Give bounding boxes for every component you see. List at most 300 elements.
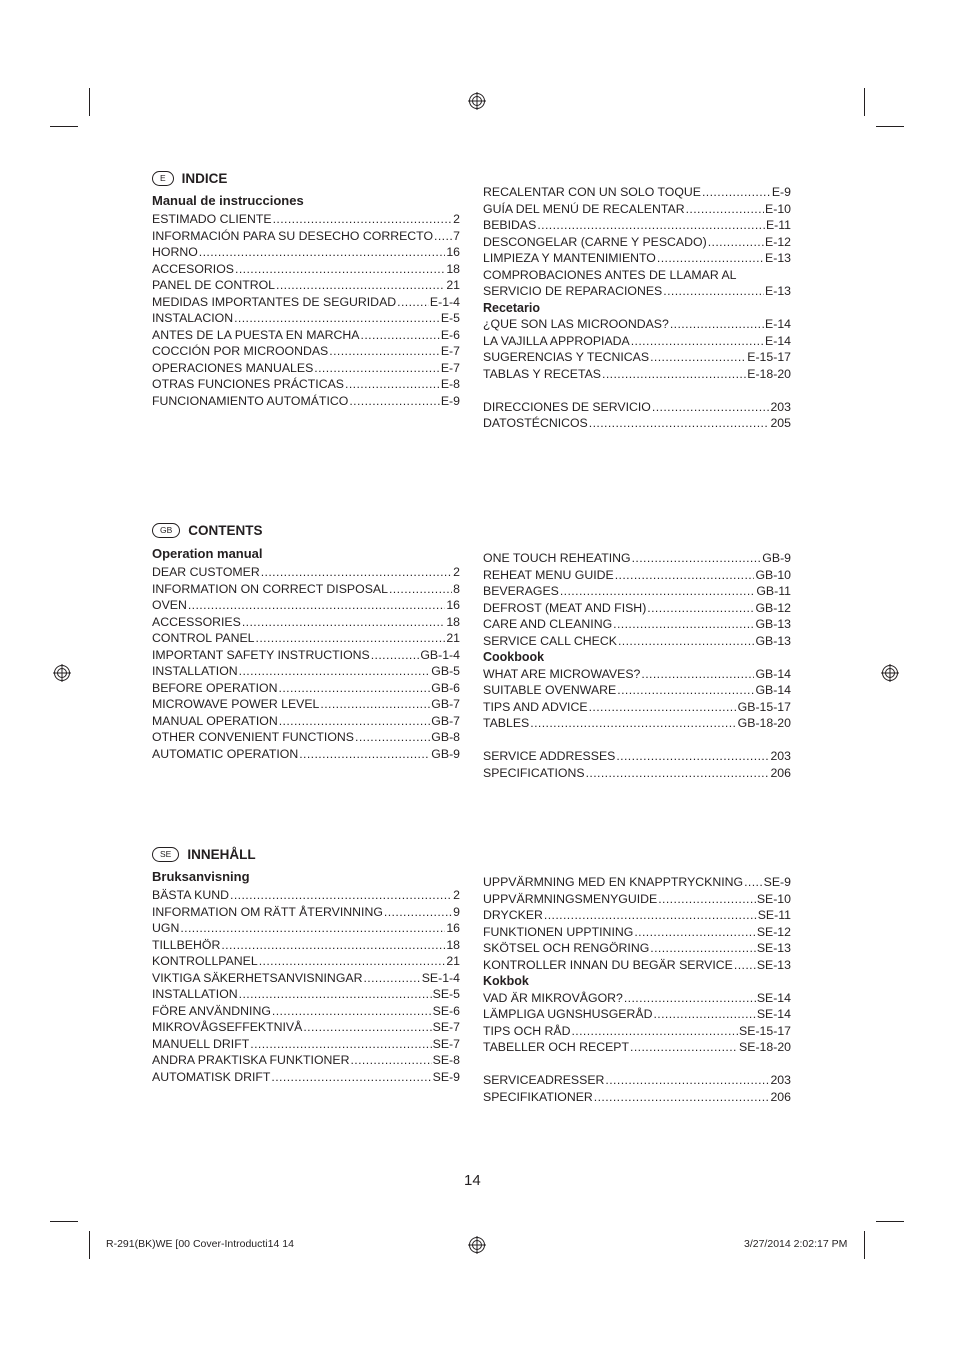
toc-entry — [152, 696, 460, 713]
toc-entry — [483, 874, 791, 891]
toc-entry-label: HORNO — [152, 245, 198, 259]
crop-mark — [864, 1231, 865, 1259]
toc-entry — [483, 699, 791, 716]
page-number: 14 — [464, 1172, 481, 1189]
toc-entry — [483, 583, 791, 600]
toc-entry-page: 203 — [770, 749, 791, 763]
toc-entry-label: SUITABLE OVENWARE — [483, 683, 617, 697]
dot-leader — [686, 201, 764, 218]
toc-entry-label: ACCESSORIES — [152, 614, 241, 629]
toc-entry-page: GB-7 — [431, 713, 460, 728]
toc-entry-label: Cookbook — [483, 650, 545, 664]
toc-entry-label: INSTALLATION — [152, 664, 238, 678]
toc-entry — [483, 715, 791, 732]
toc-entry-label: TABELLER OCH RECEPT — [483, 1040, 630, 1054]
toc-entry-label: SERVICE ADDRESSES — [483, 749, 616, 763]
toc-entry-page: E-6 — [440, 327, 460, 342]
toc-entry-page: SE-18-20 — [739, 1040, 791, 1054]
toc-entry — [152, 986, 460, 1003]
dot-leader — [389, 581, 452, 598]
toc-entry-page: GB-18-20 — [737, 716, 791, 730]
toc-entry-label: ONE TOUCH REHEATING — [483, 551, 631, 565]
toc-entry-page: SE-10 — [756, 891, 791, 906]
toc-entry — [483, 940, 791, 957]
toc-subheading — [483, 300, 791, 317]
toc-entry-label: FUNKTIONEN UPPTINING — [483, 924, 634, 939]
dot-leader — [650, 349, 746, 366]
toc-entry-label: SERVICEADRESSER — [483, 1073, 605, 1087]
toc-entry — [152, 581, 460, 598]
dot-leader — [663, 283, 764, 300]
toc-entry-page: 2 — [453, 888, 460, 902]
toc-entry-page: GB-9 — [762, 551, 791, 565]
toc-entry-label: TIPS OCH RÅD — [483, 1023, 571, 1038]
toc-entry-label: DIRECCIONES DE SERVICIO — [483, 399, 651, 414]
toc-entry-label: ESTIMADO CLIENTE — [152, 212, 272, 226]
dot-leader — [632, 550, 762, 567]
dot-leader — [734, 957, 756, 974]
toc-entry-page: SE-7 — [432, 1036, 460, 1051]
toc-entry-label: SPECIFICATIONS — [483, 765, 585, 780]
dot-leader — [544, 907, 757, 924]
toc-entry-label: DRYCKER — [483, 908, 543, 922]
toc-column-left — [152, 867, 460, 1085]
crop-mark — [89, 1231, 90, 1259]
crop-mark — [89, 88, 90, 116]
toc-entry — [152, 887, 460, 904]
toc-entry-page: SE-14 — [756, 1007, 791, 1021]
toc-entry — [152, 953, 460, 970]
crop-mark — [876, 126, 904, 127]
dot-leader — [537, 217, 765, 234]
dot-leader — [708, 234, 764, 251]
toc-entry-label: DEFROST (MEAT AND FISH) — [483, 600, 647, 615]
dot-leader — [613, 616, 754, 633]
toc-entry — [152, 327, 460, 344]
toc-entry-page: 206 — [770, 1089, 791, 1104]
toc-entry — [483, 184, 791, 201]
toc-entry — [152, 970, 460, 987]
manual-heading: Operation manual — [152, 546, 263, 561]
dot-leader — [272, 1003, 432, 1020]
toc-entry-page: GB-15-17 — [737, 699, 791, 714]
toc-entry-label: TABLES — [483, 716, 530, 730]
toc-entry — [152, 920, 460, 937]
toc-entry-label: VAD ÄR MIKROVÅGOR? — [483, 990, 623, 1005]
toc-entry-label: BEBIDAS — [483, 218, 537, 232]
toc-entry-page: E-9 — [771, 185, 791, 199]
toc-subheading — [483, 649, 791, 666]
toc-entry-page: 18 — [446, 937, 460, 952]
language-badge: SE — [152, 847, 179, 862]
toc-entry-page: 2 — [453, 212, 460, 226]
toc-entry-label: LA VAJILLA APPROPIADA — [483, 333, 630, 348]
toc-entry-label: UGN — [152, 921, 180, 935]
toc-entry-page: 206 — [770, 765, 791, 780]
toc-entry — [152, 647, 460, 664]
toc-entry-label: DESCONGELAR (CARNE Y PESCADO) — [483, 234, 707, 249]
dot-leader — [384, 904, 452, 921]
section-title: INDICE — [181, 170, 228, 186]
toc-entry — [152, 360, 460, 377]
dot-leader — [180, 920, 445, 937]
toc-entry-page: 21 — [446, 278, 460, 292]
toc-entry — [483, 1089, 791, 1106]
toc-entry-label: RECALENTAR CON UN SOLO TOQUE — [483, 185, 701, 199]
toc-entry-page: SE-11 — [757, 908, 791, 922]
crop-mark — [876, 1221, 904, 1222]
dot-leader — [744, 874, 763, 891]
toc-entry — [152, 680, 460, 697]
toc-entry-label: ACCESORIOS — [152, 261, 234, 276]
toc-entry — [152, 1019, 460, 1036]
dot-leader — [279, 713, 431, 730]
toc-entry — [152, 729, 460, 746]
toc-entry-label: BEVERAGES — [483, 584, 559, 598]
toc-entry — [152, 630, 460, 647]
dot-leader — [530, 715, 736, 732]
toc-entry — [483, 666, 791, 683]
toc-entry-page: GB-13 — [755, 633, 791, 648]
toc-entry-page: 16 — [446, 245, 460, 259]
dot-leader — [641, 666, 754, 683]
toc-entry — [152, 713, 460, 730]
toc-entry-page: SE-7 — [432, 1020, 460, 1034]
toc-entry-label: AUTOMATISK DRIFT — [152, 1069, 271, 1084]
manual-heading: Bruksanvisning — [152, 869, 250, 884]
toc-entry-page: 16 — [446, 598, 460, 612]
toc-entry — [152, 277, 460, 294]
toc-entry — [483, 748, 791, 765]
toc-entry — [483, 924, 791, 941]
registration-mark-icon — [468, 92, 486, 110]
toc-entry — [483, 682, 791, 699]
dot-leader — [261, 564, 452, 581]
toc-column-right — [483, 550, 791, 781]
toc-column-left — [152, 191, 460, 409]
spacer — [483, 1056, 791, 1073]
toc-entry-label: INSTALLATION — [152, 987, 238, 1001]
dot-leader — [647, 600, 754, 617]
toc-entry-page: 21 — [446, 954, 460, 968]
toc-entry — [483, 316, 791, 333]
toc-entry-page: GB-13 — [755, 617, 791, 631]
toc-entry — [152, 663, 460, 680]
toc-entry-label: SPECIFIKATIONER — [483, 1089, 593, 1104]
toc-entry-label: SUGERENCIAS Y TECNICAS — [483, 350, 650, 364]
toc-entry — [483, 550, 791, 567]
toc-entry-page: SE-8 — [432, 1053, 460, 1067]
toc-entry-label: CARE AND CLEANING — [483, 617, 613, 631]
toc-entry-page: GB-14 — [755, 666, 791, 681]
toc-entry-label: OTHER CONVENIENT FUNCTIONS — [152, 730, 354, 744]
dot-leader — [630, 1039, 738, 1056]
dot-leader — [299, 746, 430, 763]
toc-entry-label: DEAR CUSTOMER — [152, 565, 260, 579]
toc-entry-label: VIKTIGA SÄKERHETSANVISNINGAR — [152, 970, 363, 985]
toc-entry-page: SE-9 — [432, 1069, 460, 1084]
toc-entry-label: UPPVÄRMNINGSMENYGUIDE — [483, 891, 658, 906]
toc-entry-page: 8 — [453, 581, 460, 596]
dot-leader — [279, 680, 431, 697]
toc-entry-label: TIPS AND ADVICE — [483, 699, 588, 714]
toc-entry — [152, 261, 460, 278]
toc-entry-page: GB-10 — [755, 567, 791, 582]
toc-entry-page: SE-13 — [756, 957, 791, 972]
toc-entry — [152, 1052, 460, 1069]
toc-entry — [152, 1036, 460, 1053]
dot-leader — [589, 415, 770, 432]
dot-leader — [349, 393, 440, 410]
toc-entry-label: INFORMATION OM RÄTT ÅTERVINNING — [152, 904, 383, 919]
toc-entry — [483, 633, 791, 650]
dot-leader — [303, 1019, 431, 1036]
toc-entry — [483, 1039, 791, 1056]
toc-entry-page: 16 — [446, 921, 460, 935]
toc-entry-page: SE-13 — [756, 941, 791, 955]
language-badge: E — [152, 171, 174, 186]
dot-leader — [276, 277, 445, 294]
toc-entry-label: INFORMATION ON CORRECT DISPOSAL — [152, 581, 388, 596]
dot-leader — [702, 184, 771, 201]
dot-leader — [259, 953, 446, 970]
toc-entry — [483, 957, 791, 974]
section-title: INNEHÅLL — [187, 846, 256, 862]
toc-entry-page: 18 — [446, 614, 460, 629]
toc-entry — [152, 294, 460, 311]
toc-entry — [152, 614, 460, 631]
toc-entry — [483, 399, 791, 416]
toc-entry-label: WHAT ARE MICROWAVES? — [483, 666, 641, 681]
toc-column-right — [483, 184, 791, 432]
toc-entry — [483, 990, 791, 1007]
dot-leader — [188, 597, 445, 614]
toc-entry — [483, 907, 791, 924]
section-header — [152, 522, 263, 538]
dot-leader — [314, 360, 440, 377]
toc-entry — [483, 567, 791, 584]
toc-entry-page: GB-14 — [755, 683, 791, 697]
dot-leader — [199, 244, 446, 261]
toc-entry — [483, 234, 791, 251]
toc-entry-page: GB-9 — [431, 746, 460, 761]
toc-entry-label: SKÖTSEL OCH RENGÖRING — [483, 941, 650, 955]
dot-leader — [239, 663, 431, 680]
toc-entry-page: E-14 — [765, 317, 791, 331]
dot-leader — [571, 1023, 738, 1040]
toc-entry — [483, 283, 791, 300]
toc-entry-page: E-1-4 — [429, 294, 460, 309]
dot-leader — [363, 970, 420, 987]
dot-leader — [397, 294, 429, 311]
toc-entry — [483, 250, 791, 267]
toc-entry-label: ANDRA PRAKTISKA FUNKTIONER — [152, 1053, 350, 1067]
toc-entry-page: SE-5 — [432, 987, 460, 1001]
dot-leader — [631, 333, 764, 350]
toc-entry — [152, 564, 460, 581]
toc-entry — [152, 393, 460, 410]
toc-entry-label: MEDIDAS IMPORTANTES DE SEGURIDAD — [152, 294, 397, 309]
toc-entry — [483, 333, 791, 350]
registration-mark-icon — [468, 1236, 486, 1254]
dot-leader — [650, 940, 756, 957]
toc-entry-label: CONTROL PANEL — [152, 631, 255, 645]
toc-entry — [483, 600, 791, 617]
dot-leader — [602, 366, 746, 383]
toc-entry — [483, 616, 791, 633]
toc-entry-page: GB-8 — [431, 730, 460, 744]
toc-entry-page: 2 — [453, 565, 460, 579]
toc-entry-page: 205 — [770, 416, 791, 430]
dot-leader — [624, 990, 756, 1007]
dot-leader — [560, 583, 756, 600]
toc-entry-label: MICROWAVE POWER LEVEL — [152, 697, 320, 711]
toc-column-right — [483, 874, 791, 1105]
toc-entry-label: MIKROVÅGSEFFEKTNIVÅ — [152, 1020, 303, 1034]
dot-leader — [618, 633, 755, 650]
dot-leader — [234, 310, 440, 327]
dot-leader — [589, 699, 737, 716]
spacer — [483, 732, 791, 749]
toc-entry-label: MANUELL DRIFT — [152, 1036, 250, 1051]
toc-entry — [152, 597, 460, 614]
toc-entry-page: SE-14 — [756, 990, 791, 1005]
toc-entry-page: GB-5 — [431, 664, 460, 678]
toc-entry-page: E-8 — [440, 377, 460, 391]
toc-entry-page: SE-15-17 — [739, 1023, 791, 1038]
toc-entry — [152, 1003, 460, 1020]
toc-entry-label: Recetario — [483, 300, 540, 315]
toc-entry — [152, 310, 460, 327]
toc-entry-label: OTRAS FUNCIONES PRÁCTICAS — [152, 377, 344, 391]
dot-leader — [652, 399, 770, 416]
toc-entry-page: SE-6 — [432, 1003, 460, 1018]
toc-entry — [152, 228, 460, 245]
dot-leader — [617, 682, 754, 699]
spacer — [483, 382, 791, 399]
crop-mark — [50, 126, 78, 127]
toc-entry-label: Kokbok — [483, 974, 529, 988]
dot-leader — [350, 1052, 431, 1069]
dot-leader — [271, 1069, 431, 1086]
toc-entry-page: GB-7 — [431, 697, 460, 711]
toc-entry — [152, 1069, 460, 1086]
registration-mark-icon — [53, 664, 71, 682]
dot-leader — [345, 376, 440, 393]
dot-leader — [250, 1036, 431, 1053]
dot-leader — [273, 211, 453, 228]
registration-mark-icon — [881, 664, 899, 682]
dot-leader — [235, 261, 445, 278]
toc-entry-label: COCCIÓN POR MICROONDAS — [152, 344, 329, 358]
toc-entry-label: INSTALACION — [152, 311, 234, 325]
toc-entry — [483, 1006, 791, 1023]
dot-leader — [371, 647, 420, 664]
toc-entry-label: LIMPIEZA Y MANTENIMIENTO — [483, 251, 656, 265]
toc-entry — [152, 746, 460, 763]
toc-entry-page: E-7 — [440, 360, 460, 375]
dot-leader — [320, 696, 430, 713]
toc-entry-label: IMPORTANT SAFETY INSTRUCTIONS — [152, 647, 370, 662]
toc-entry-label: GUÍA DEL MENÚ DE RECALENTAR — [483, 201, 685, 216]
toc-entry — [483, 415, 791, 432]
toc-entry-label: TABLAS Y RECETAS — [483, 366, 602, 381]
dot-leader — [594, 1089, 770, 1106]
toc-entry — [483, 765, 791, 782]
toc-entry — [483, 366, 791, 383]
dot-leader — [658, 891, 756, 908]
toc-entry-label: MANUAL OPERATION — [152, 713, 278, 728]
toc-entry-label: INFORMACIÓN PARA SU DESECHO CORRECTO — [152, 228, 434, 243]
dot-leader — [329, 343, 440, 360]
toc-entry-page: GB-12 — [755, 600, 791, 615]
toc-entry-page: E-7 — [440, 344, 460, 358]
toc-entry-page: 203 — [770, 1073, 791, 1087]
toc-entry — [483, 1023, 791, 1040]
toc-entry-page: 21 — [446, 631, 460, 645]
toc-entry-label: FÖRE ANVÄNDNING — [152, 1003, 271, 1018]
language-badge: GB — [152, 523, 180, 538]
toc-entry-label: ¿QUE SON LAS MICROONDAS? — [483, 317, 669, 331]
toc-entry-page: E-13 — [765, 284, 791, 298]
toc-entry-page: SE-9 — [763, 875, 791, 889]
crop-mark — [50, 1221, 78, 1222]
toc-entry-page: 7 — [453, 228, 460, 243]
toc-entry-page: 203 — [770, 399, 791, 414]
toc-entry — [483, 201, 791, 218]
toc-entry-label: KONTROLLPANEL — [152, 954, 258, 968]
toc-entry-page: E-15-17 — [747, 350, 791, 364]
toc-entry-page: E-11 — [765, 218, 791, 232]
toc-entry-page: GB-1-4 — [420, 647, 460, 662]
toc-entry — [152, 244, 460, 261]
toc-entry-page: E-9 — [440, 393, 460, 408]
dot-leader — [256, 630, 446, 647]
dot-leader — [615, 567, 755, 584]
dot-leader — [221, 937, 445, 954]
dot-leader — [670, 316, 764, 333]
toc-entry-label: TILLBEHÖR — [152, 937, 221, 952]
toc-subheading — [483, 973, 791, 990]
toc-entry-label: SERVICE CALL CHECK — [483, 633, 617, 648]
toc-entry-page: SE-1-4 — [421, 970, 460, 985]
toc-entry-label: KONTROLLER INNAN DU BEGÄR SERVICE — [483, 957, 733, 972]
dot-leader — [657, 250, 764, 267]
toc-entry-label: UPPVÄRMNING MED EN KNAPPTRYCKNING — [483, 875, 744, 889]
toc-entry-label: PANEL DE CONTROL — [152, 278, 275, 292]
dot-leader — [239, 986, 432, 1003]
toc-entry-label: SERVICIO DE REPARACIONES — [483, 284, 663, 298]
toc-entry — [483, 891, 791, 908]
footer-file-info: R-291(BK)WE [00 Cover-Introducti14 14 — [106, 1238, 294, 1250]
dot-leader — [605, 1072, 769, 1089]
toc-entry — [152, 211, 460, 228]
dot-leader — [242, 614, 445, 631]
manual-heading: Manual de instrucciones — [152, 193, 304, 208]
dot-leader — [586, 765, 770, 782]
toc-entry — [483, 1072, 791, 1089]
toc-entry — [483, 217, 791, 234]
dot-leader — [230, 887, 452, 904]
crop-mark — [864, 88, 865, 116]
dot-leader — [355, 729, 430, 746]
toc-entry-page: GB-6 — [431, 680, 460, 695]
toc-entry-page: E-18-20 — [747, 366, 791, 381]
dot-leader — [434, 228, 452, 245]
toc-entry — [483, 267, 791, 284]
toc-entry — [152, 937, 460, 954]
toc-entry-label: DATOSTÉCNICOS — [483, 416, 588, 430]
